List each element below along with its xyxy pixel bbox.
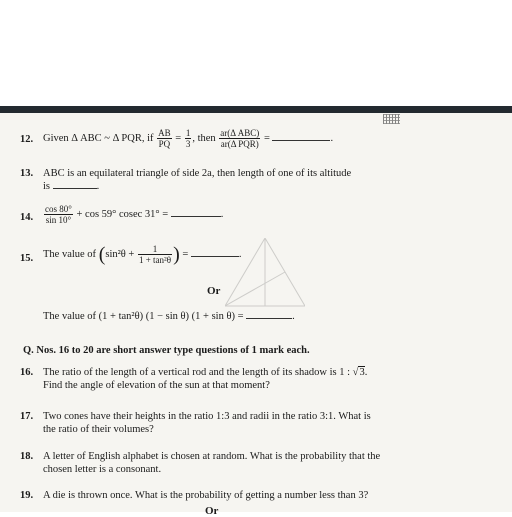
qr-code-icon [383,114,400,124]
answer-blank [272,132,330,141]
question-16: 16. The ratio of the length of a vertical rod and the length of its shadow is 1 : √3. Find the angle of elevation of the sun at that moment? [20,367,368,391]
question-text: A letter of English alphabet is chosen at random. What is the probability that the [43,451,381,462]
section-heading: Q. Nos. 16 to 20 are short answer type questions of 1 mark each. [23,345,310,356]
or-label: Or [205,505,219,517]
fraction-one-third: $\frac{1}{3}$ [185,128,191,149]
question-number: 15. [20,253,34,264]
question-number: 17. [20,411,34,422]
question-text: The ratio of the length of a vertical rod and the length of its shadow is 1 : [43,367,351,378]
fraction-area-ratio: $\frac{\text{ar(Δ ABC)}}{\text{ar(Δ PQR)}}$ [220,128,260,149]
answer-blank [53,180,97,189]
answer-blank [191,248,239,257]
question-number: 19. [20,490,34,501]
fraction-one-over-sec: $\frac{1}{\text{1 + tan²θ}}$ [138,244,172,265]
question-text: The value of (1 + tan²θ) (1 − sin θ) (1 + sin θ) = [43,311,244,322]
top-white-area [0,0,512,106]
question-17: 17. Two cones have their heights in the ratio 1:3 and radii in the ratio 3:1. What is the ratio of their volumes? [20,411,371,435]
question-14: 14. $\frac{\cos 80^\circ}{\sin 10^\circ}$ + cos 59° cosec 31° = . [20,204,224,225]
question-text: The value of [43,248,97,260]
question-text: A die is thrown once. What is the probability of getting a number less than 3? [43,490,369,501]
question-text: ABC is an equilateral triangle of side 2a, then length of one of its altitude [43,168,352,179]
question-15: 15. The value of (sin²θ + $\frac{1}{\text{1 + tan²θ}}$ ) = . [20,243,242,266]
answer-blank [171,208,221,217]
question-number: 14. [20,212,34,223]
fraction-ab-pq: $\frac{AB}{PQ}$ [158,128,171,149]
question-18: 18. A letter of English alphabet is chosen at random. What is the probability that the chosen letter is a consonant. [20,451,381,475]
question-number: 16. [20,367,34,378]
fraction-cos80-sin10: $\frac{\cos 80^\circ}{\sin 10^\circ}$ [45,204,72,225]
question-number: 12. [20,134,34,145]
question-19 [20,489,490,503]
top-dark-bar [0,106,512,113]
answer-blank [246,310,292,319]
square-root-3: √3 [352,367,365,378]
question-number: 18. [20,451,34,462]
question-text: Given Δ ABC ~ Δ PQR, if [43,132,154,144]
question-15-alternative: The value of (1 + tan²θ) (1 − sin θ) (1 + sin θ) = . [43,311,295,322]
question-12: 12. Given Δ ABC ~ Δ PQR, if $\frac{AB}{PQ}$ = $\frac{1}{3}$ , then $\frac{\text{ar(Δ ABC)}}{\text{ar(Δ PQR)}}$ = . [20,128,334,149]
question-text: + cos 59° cosec 31° = [76,208,169,220]
question-13: 13. ABC is an equilateral triangle of side 2a, then length of one of its altitude is . [20,168,352,192]
question-number: 13. [20,168,34,179]
question-text: Two cones have their heights in the ratio 1:3 and radii in the ratio 3:1. What is [43,411,371,422]
or-label: Or [207,285,221,297]
